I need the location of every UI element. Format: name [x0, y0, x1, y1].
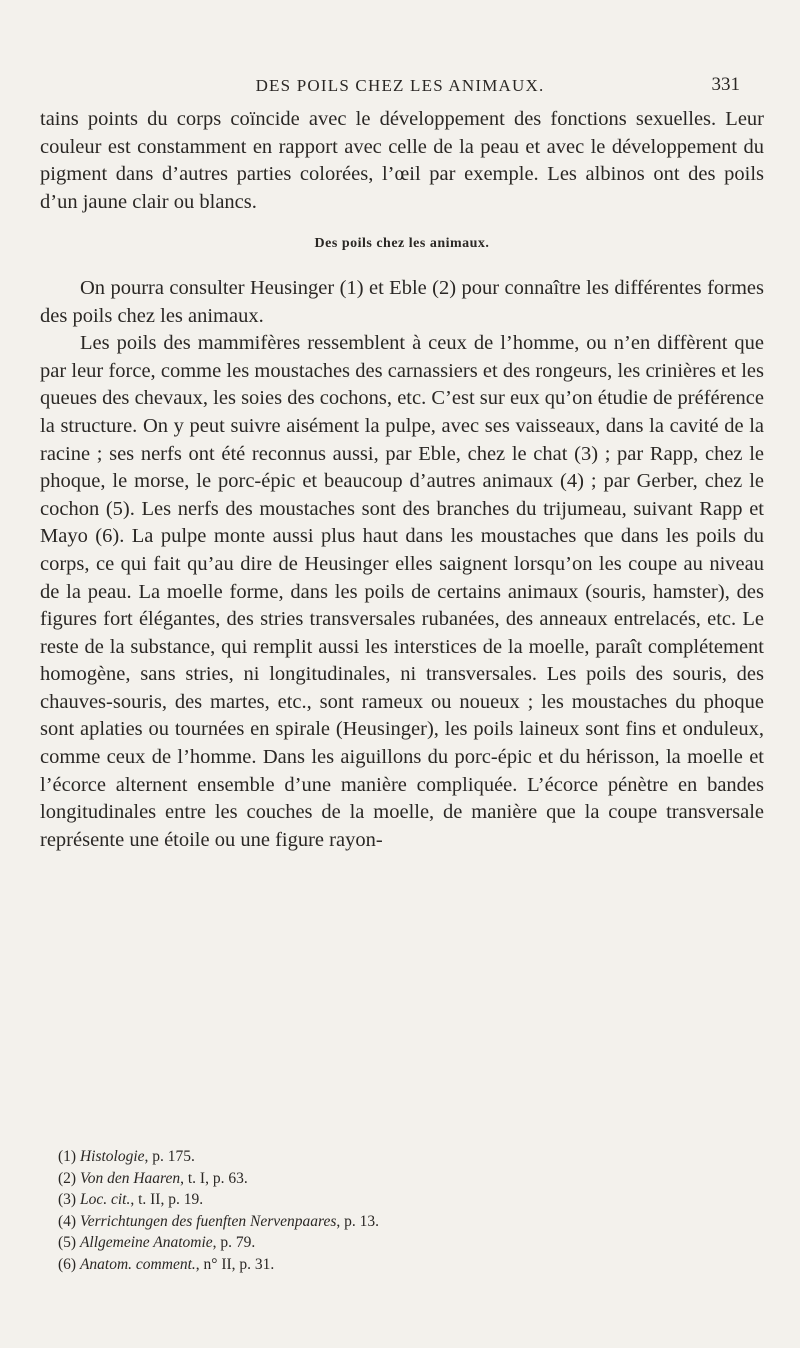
- footnote-3: [58, 1189, 758, 1211]
- footnote-title: Loc. cit.: [79, 1191, 131, 1209]
- section-paragraph-2: Les poils des mammifères ressemblent à ceux de l’homme, ou n’en diffèrent que par leur force, comme les moustaches des carnassiers et des rongeurs, les crinières et les queues des chevaux, les soies des cochons, etc. C’est sur eux qu’on étudie de préférence la structure. On y peut suivre aisément la pulpe, avec ses vaisseaux, dans la cavité de la racine ; ses nerfs ont été reconnus aussi, par Eble, chez le chat (3) ; par Rapp, chez le phoque, le morse, le porc-épic et beaucoup d’autres animaux (4) ; par Gerber, chez le cochon (5). Les nerfs des moustaches sont des branches du trijumeau, suivant Rapp et Mayo (6). La pulpe monte aussi plus haut dans les moustaches que dans les poils du corps, ce qui fait qu’au dire de Heusinger elles saignent lorsqu’on les coupe au niveau de la peau. La moelle forme, dans les poils de certains animaux (souris, hamster), des figures fort élégantes, des stries transversales rubanées, des anneaux entrelacés, etc. Le reste de la substance, qui remplit aussi les interstices de la moelle, paraît complétement homogène, sans stries, ni longitudinales, ni transversales. Les poils des souris, des chauves-souris, des martes, etc., sont rameux ou noueux ; les moustaches du phoque sont aplaties ou tournées en spirale (Heusinger), les poils laineux sont fins et onduleux, comme ceux de l’homme. Dans les aiguillons du porc-épic et du hérisson, la moelle et l’écorce alternent ensemble d’une manière compliquée. L’écorce pénètre en bandes longitudinales entre les couches de la moelle, de manière que la coupe transversale représente une étoile ou une figure rayon-: [40, 332, 764, 851]
- footnote-ref: , t. I, p. 63.: [180, 1169, 248, 1187]
- footnote-title: Anatom. comment.: [79, 1255, 196, 1273]
- body-text: [40, 106, 764, 854]
- footnote-ref: , n° II, p. 31.: [195, 1255, 275, 1273]
- footnote-ref: , t. II, p. 19.: [130, 1191, 204, 1209]
- footnote-title: Verrichtungen des fuenften Nervenpaares: [79, 1212, 337, 1230]
- footnote-5: [58, 1232, 758, 1254]
- footnote-mark: (1): [58, 1148, 77, 1165]
- intro-paragraph: tains points du corps coïncide avec le développement des fonctions sexuelles. Leur couleur est constamment en rapport avec celle de la peau et avec le développement du pigment dans d’autres parties colorées, l’œil par exemple. Les albinos ont des poils d’un jaune clair ou blancs.: [40, 108, 764, 213]
- footnote-ref: , p. 175.: [144, 1148, 195, 1165]
- section-heading: Des poils chez les animaux.: [314, 236, 490, 252]
- footnote-mark: (2): [58, 1169, 77, 1187]
- footnote-ref: , p. 13.: [336, 1212, 379, 1230]
- footnote-title: Allgemeine Anatomie: [79, 1234, 213, 1252]
- page-number: 331: [711, 74, 740, 95]
- footnote-4: [58, 1211, 758, 1233]
- footnote-2: [58, 1168, 758, 1190]
- footnote-1: [58, 1146, 758, 1168]
- footnote-mark: (4): [58, 1212, 77, 1230]
- footnote-title: Von den Haaren: [79, 1169, 181, 1187]
- footnote-ref: , p. 79.: [212, 1234, 256, 1252]
- footnotes: [58, 1146, 758, 1276]
- running-head: DES POILS CHEZ LES ANIMAUX.: [255, 76, 545, 95]
- footnote-mark: (6): [58, 1255, 77, 1273]
- footnote-mark: (3): [58, 1191, 77, 1209]
- footnote-title: Histologie: [79, 1148, 145, 1165]
- footnote-6: [58, 1254, 758, 1276]
- footnote-mark: (5): [58, 1234, 77, 1252]
- section-paragraph-1: On pourra consulter Heusinger (1) et Eble (2) pour connaître les différentes formes des poils chez les animaux.: [40, 276, 764, 327]
